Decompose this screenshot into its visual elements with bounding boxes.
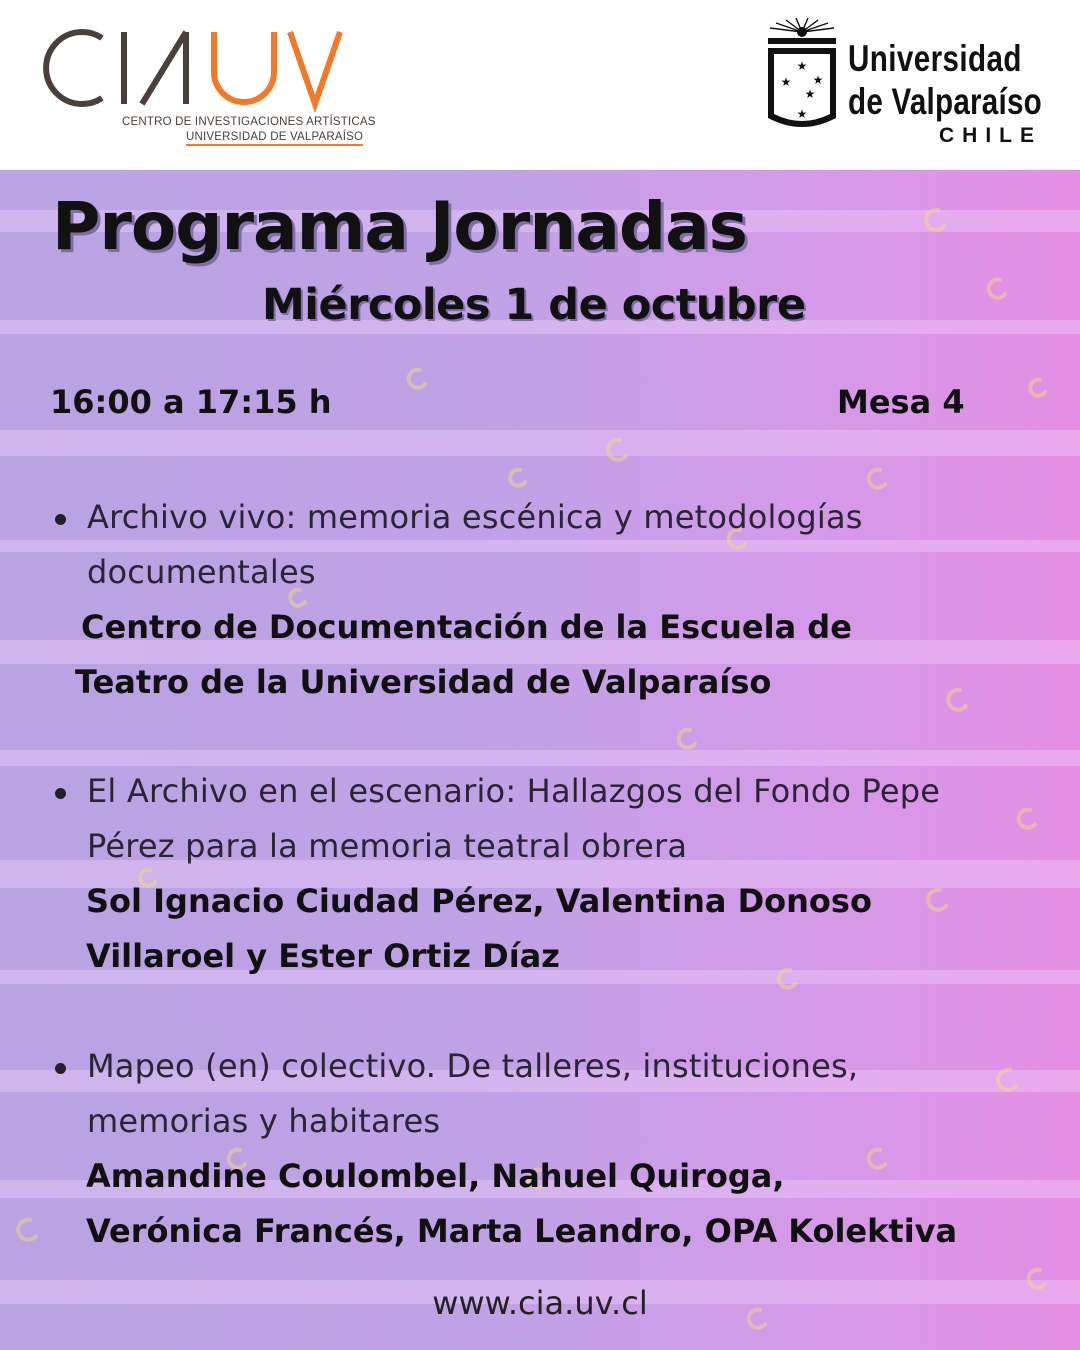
talk-authors: [75, 600, 1021, 710]
talk-title: [87, 764, 1007, 874]
session-time: 16:00 a 17:15 h: [50, 383, 332, 421]
university-shield-icon: [764, 18, 840, 138]
talk-title-line: Pérez para la memoria teatral obrera: [87, 827, 688, 865]
svg-text:★: ★: [796, 59, 808, 73]
talk-authors: [86, 1149, 1026, 1259]
svg-text:★: ★: [812, 73, 824, 87]
authors-line: Villaroel y Ester Ortiz Díaz: [86, 937, 560, 975]
talk-title: [87, 490, 1007, 600]
panel-label: Mesa 4: [837, 383, 965, 421]
page-title: Programa Jornadas: [52, 188, 747, 265]
talk-title-line: documentales: [87, 553, 316, 591]
talk-title: [87, 1039, 1007, 1149]
authors-line: Amandine Coulombel, Nahuel Quiroga,: [86, 1157, 785, 1195]
bullet-icon: [55, 788, 66, 799]
program-item: [55, 490, 1015, 710]
program-item: [55, 764, 1015, 984]
bullet-icon: [55, 514, 66, 525]
ciauv-logo[interactable]: [40, 22, 376, 152]
header: [0, 0, 1080, 170]
uv-name-line1: Universidad: [848, 38, 1022, 79]
authors-line: Centro de Documentación de la Escuela de: [81, 608, 852, 646]
ciauv-subtitle-line1: CENTRO DE INVESTIGACIONES ARTÍSTICAS: [122, 116, 376, 128]
uv-logo[interactable]: [764, 18, 1054, 148]
talk-title-line: El Archivo en el escenario: Hallazgos del Fondo Pepe: [87, 772, 941, 810]
uv-country: CHILE: [939, 124, 1042, 147]
uv-name-line2: de Valparaíso: [848, 81, 1042, 122]
talk-authors: [86, 874, 1026, 984]
ciauv-subtitle-line2: UNIVERSIDAD DE VALPARAÍSO: [186, 131, 363, 146]
authors-line: Sol Ignacio Ciudad Pérez, Valentina Donoso: [86, 882, 872, 920]
ciauv-logo-mark: [40, 22, 360, 112]
talk-title-line: Mapeo (en) colectivo. De talleres, instituciones,: [87, 1047, 859, 1085]
talk-title-line: memorias y habitares: [87, 1102, 441, 1140]
authors-line: Verónica Francés, Marta Leandro, OPA Kolektiva: [86, 1212, 958, 1250]
authors-line: Teatro de la Universidad de Valparaíso: [75, 663, 772, 701]
bullet-icon: [55, 1063, 66, 1074]
event-date: Miércoles 1 de octubre: [262, 280, 806, 330]
program-item: [55, 1039, 1015, 1259]
talk-title-line: Archivo vivo: memoria escénica y metodologías: [87, 498, 863, 536]
svg-text:★: ★: [780, 75, 792, 89]
svg-text:★: ★: [796, 107, 808, 121]
website-link[interactable]: www.cia.uv.cl: [432, 1284, 648, 1322]
svg-text:★: ★: [804, 87, 816, 101]
